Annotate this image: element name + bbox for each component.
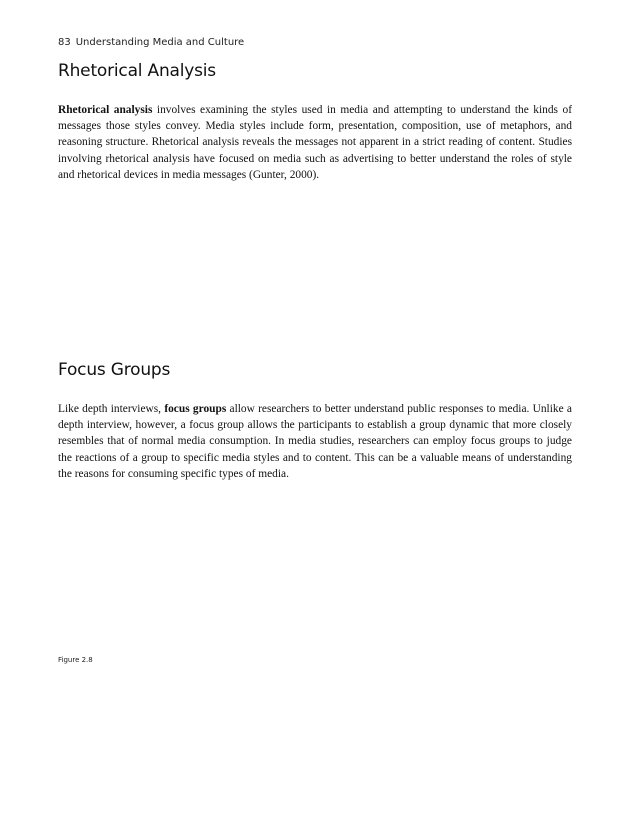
bold-term: Rhetorical analysis <box>58 104 153 116</box>
bold-term: focus groups <box>164 403 227 415</box>
paragraph-rhetorical-analysis <box>58 102 572 183</box>
section-heading-focus-groups: Focus Groups <box>58 360 171 380</box>
figure-caption: Figure 2.8 <box>58 656 93 664</box>
paragraph-focus-groups <box>58 401 572 482</box>
page-number: 83 <box>58 37 71 48</box>
section-heading-rhetorical-analysis: Rhetorical Analysis <box>58 61 216 81</box>
book-title: Understanding Media and Culture <box>75 37 245 48</box>
running-header <box>58 37 244 48</box>
paragraph-lead: Like depth interviews, <box>58 403 165 415</box>
paragraph-text: involves examining the styles used in media and attempting to understand the kinds of messages those styles convey. Media styles include form, presentation, composition, use of metaphors, and reasoning structure. Rhetorical analysis reveals the messages not apparent in a strict reading of content. Studies involving rhetorical analysis have focused on media such as advertising to better understand the roles of style and rhetorical devices in media messages (Gunter, 2000). <box>58 104 572 181</box>
paragraph-text: allow researchers to better understand public responses to media. Unlike a depth interview, however, a focus group allows the participants to establish a group dynamic that more closely resembles that of normal media consumption. In media studies, researchers can employ focus groups to judge the reactions of a group to specific media styles and to content. This can be a valuable means of understanding the reasons for consuming specific types of media. <box>58 403 572 480</box>
